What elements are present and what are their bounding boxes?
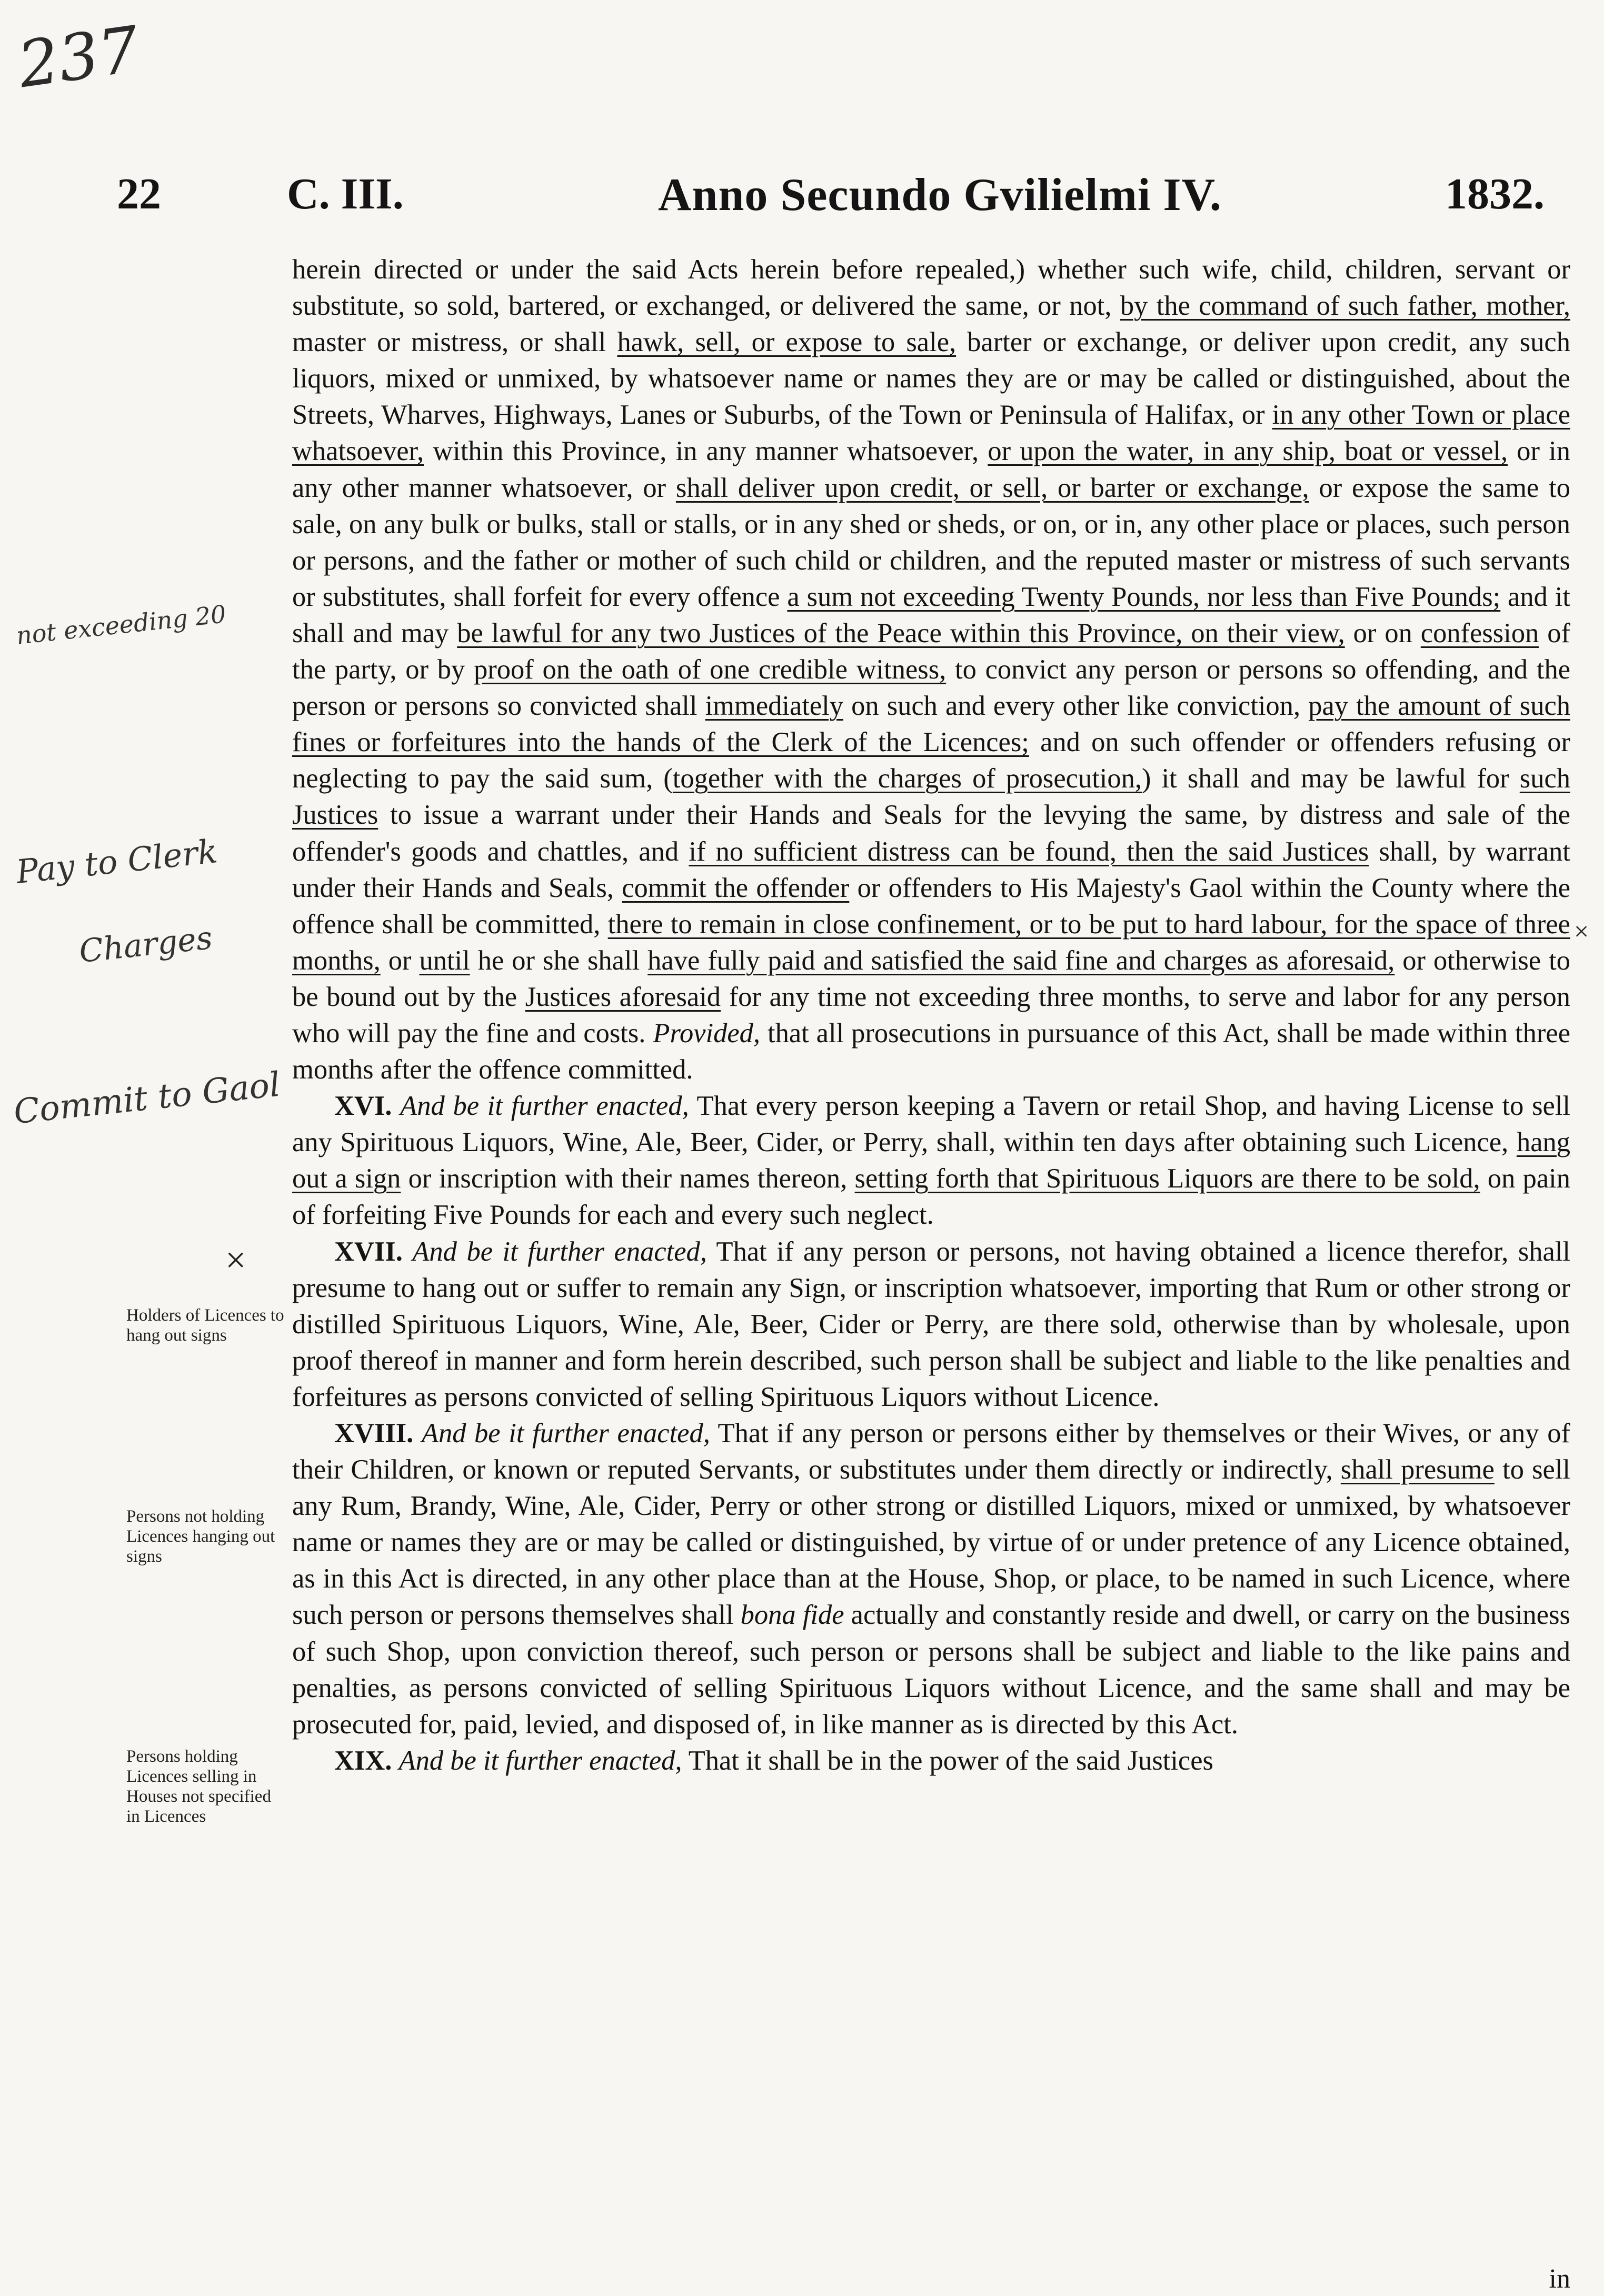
handwritten-cross-mark: × [1574, 916, 1589, 946]
handwritten-note-commit: Commit to Gaol [12, 1065, 282, 1132]
margin-note-selling-elsewhere: Persons holding Licences selling in Houses not specified in Licences [126, 1747, 271, 1826]
header-page-number: 22 [117, 169, 161, 218]
handwritten-cross-mark: × [225, 1240, 246, 1281]
body-text [292, 252, 1570, 1779]
catchword: in [1549, 2264, 1570, 2294]
section-xix: XIX. And be it further enacted, That it shall be in the power of the said Justices [334, 1745, 1213, 1776]
handwritten-note-pay-clerk: Pay to Clerk [14, 832, 220, 891]
section-xvi: XVI. And be it further enacted, That every person keeping a Tavern or retail Shop, and having License to sell any Spirituous Liquors, Wine, Ale, Beer, Cider, or Perry, shall, within ten days after obtaining such Licence, hang out a sign or inscription with their names thereon, setting forth that Spirituous Liquors are there to be sold, on pain of forfeiting Five Pounds for each and every such neglect. [292, 1091, 1571, 1231]
header-title: Anno Secundo Gvilielmi IV. [658, 169, 1222, 221]
header-year: 1832. [1445, 169, 1545, 218]
header-chapter: C. III. [287, 169, 404, 218]
handwritten-note-penalty: not exceeding 20 [15, 600, 227, 650]
paragraph-continuation: herein directed or under the said Acts herein before repealed,) whether such wife, child, children, servant or substitute, so sold, bartered, or exchanged, or delivered the same, or not, by the command of such father, mother, master or mistress, or shall hawk, sell, or expose to sale, barter or exchange, or deliver upon credit, any such liquors, mixed or unmixed, by whatsoever name or names they are or may be called or distinguished, about the Streets, Wharves, Highways, Lanes or Suburbs, of the Town or Peninsula of Halifax, or in any other Town or place whatsoever, within this Province, in any manner whatsoever, or upon the water, in any ship, boat or vessel, or in any other manner whatsoever, or shall deliver upon credit, or sell, or barter or exchange, or expose the same to sale, on any bulk or bulks, stall or stalls, or in any shed or sheds, or on, or in, any other place or places, such person or persons, and the father or mother of such child or children, and the reputed master or mistress of such servants or substitutes, shall forfeit for every offence a sum not exceeding Twenty Pounds, nor less than Five Pounds; and it shall and may be lawful for any two Justices of the Peace within this Province, on their view, or on confession of the party, or by proof on the oath of one credible witness, to convict any person or persons so offending, and the person or persons so convicted shall immediately on such and every other like conviction, pay the amount of such fines or forfeitures into the hands of the Clerk of the Licences; and on such offender or offenders refusing or neglecting to pay the said sum, (together with the charges of prosecution,) it shall and may be lawful for such Justices to issue a warrant under their Hands and Seals for the levying the same, by distress and sale of the offender's goods and chattles, and if no sufficient distress can be found, then the said Justices shall, by warrant under their Hands and Seals, commit the offender or offenders to His Majesty's Gaol within the County where the offence shall be committed, there to remain in close confinement, or to be put to hard labour, for the space of three months, or until he or she shall have fully paid and satisfied the said fine and charges as aforesaid, or otherwise to be bound out by the Justices aforesaid for any time not exceeding three months, to serve and labor for any person who will pay the fine and costs. Provided, that all prosecutions in pursuance of this Act, shall be made within three months after the offence committed. [292, 254, 1571, 1085]
section-xvii: XVII. And be it further enacted, That if any person or persons, not having obtained a licence therefor, shall presume to hang out or suffer to remain any Sign, or inscription whatsoever, importing that Rum or other strong or distilled Spirituous Liquors, Wine, Ale, Beer, Cider or Perry, are there sold, otherwise than by wholesale, upon proof thereof in manner and form herein described, such person shall be subject and liable to the like penalties and forfeitures as persons convicted of selling Spirituous Liquors without Licence. [292, 1236, 1571, 1412]
handwritten-note-charges: Charges [77, 919, 214, 971]
page-header [0, 168, 1604, 237]
margin-note-unlicensed-signs: Persons not holding Licences hanging out signs [126, 1507, 275, 1566]
handwritten-page-number: 237 [14, 13, 144, 103]
section-xviii: XVIII. And be it further enacted, That if any person or persons either by themselves or their Wives, or any of their Children, or known or reputed Servants, or substitutes under them directly or indirectly, shall presume to sell any Rum, Brandy, Wine, Ale, Cider, Perry or other strong or distilled Liquors, mixed or unmixed, by whatsoever name or names they are or may be called or distinguished, by virtue of or under pretence of any Licence obtained, as in this Act is directed, in any other place than at the House, Shop, or place, to be named in such Licence, where such person or persons themselves shall bona fide actually and constantly reside and dwell, or carry on the business of such Shop, upon conviction thereof, such person or persons shall be subject and liable to the like pains and penalties, as persons convicted of selling Spirituous Liquors without Licence, and the same shall and may be prosecuted for, paid, levied, and disposed of, in like manner as is directed by this Act. [292, 1418, 1571, 1740]
margin-note-signs: Holders of Licences to hang out signs [126, 1306, 284, 1345]
